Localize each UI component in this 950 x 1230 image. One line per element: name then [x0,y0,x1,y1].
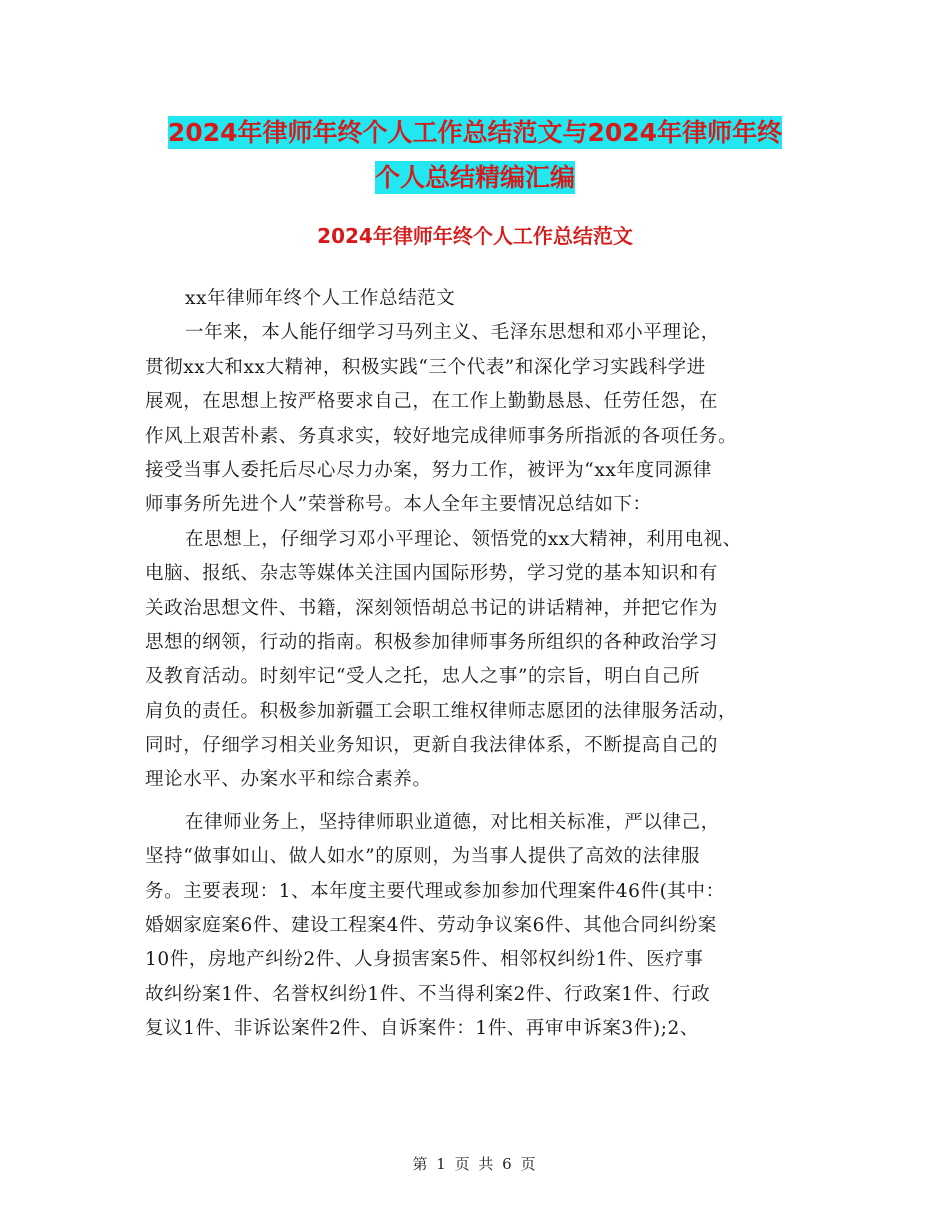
body-line: 10件，房地产纠纷2件、人身损害案5件、相邻权纠纷1件、医疗事 [145,949,704,971]
body-line: 思想的纲领，行动的指南。积极参加律师事务所组织的各种政治学习 [145,631,719,653]
body-line: 贯彻xx大和xx大精神，积极实践“三个代表”和深化学习实践科学进 [145,356,706,378]
body-line: 关政治思想文件、书籍，深刻领悟胡总书记的讲话精神，并把它作为 [145,597,719,619]
document-title-line-2: 个人总结精编汇编 [374,163,575,192]
document-body [145,282,813,1047]
body-line: 理论水平、办案水平和综合素养。 [145,769,432,791]
body-line: 电脑、报纸、杂志等媒体关注国内国际形势，学习党的基本知识和有 [145,563,719,585]
page-number-footer: 第 1 页 共 6 页 [412,1155,538,1173]
body-line: 复议1件、非诉讼案件2件、自诉案件：1件、再审申诉案3件);2、 [145,1018,700,1040]
body-line: 作风上艰苦朴素、务真求实，较好地完成律师事务所指派的各项任务。 [145,425,738,447]
body-line: 在思想上，仔细学习邓小平理论、领悟党的xx大精神，利用电视、 [185,528,742,550]
body-line: 接受当事人委托后尽心尽力办案，努力工作，被评为“xx年度同源律 [145,459,712,481]
body-line: 坚持“做事如山、做人如水”的原则，为当事人提供了高效的法律服 [145,846,700,868]
section-title: 2024年律师年终个人工作总结范文 [317,224,633,248]
body-line: xx年律师年终个人工作总结范文 [185,288,456,309]
body-line: 师事务所先进个人”荣誉称号。本人全年主要情况总结如下： [145,494,652,516]
body-line: 婚姻家庭案6件、建设工程案4件、劳动争议案6件、其他合同纠纷案 [145,915,717,937]
document-title [100,110,850,200]
body-line: 务。主要表现：1、本年度主要代理或参加参加代理案件46件(其中： [145,880,725,902]
body-line: 在律师业务上，坚持律师职业道德，对比相关标准，严以律己， [185,811,720,833]
body-line: 同时，仔细学习相关业务知识，更新自我法律体系，不断提高自己的 [145,735,719,757]
document-title-line-1: 2024年律师年终个人工作总结范文与2024年律师年终 [167,118,783,147]
body-line: 故纠纷案1件、名誉权纠纷1件、不当得利案2件、行政案1件、行政 [145,983,711,1005]
body-line: 展观，在思想上按严格要求自己，在工作上勤勤恳恳、任劳任怨，在 [145,391,719,413]
body-line: 及教育活动。时刻牢记“受人之托，忠人之事”的宗旨，明白自己所 [145,666,700,688]
body-line: 一年来，本人能仔细学习马列主义、毛泽东思想和邓小平理论， [185,322,720,344]
body-line: 肩负的责任。积极参加新疆工会职工维权律师志愿团的法律服务活动， [145,700,738,722]
